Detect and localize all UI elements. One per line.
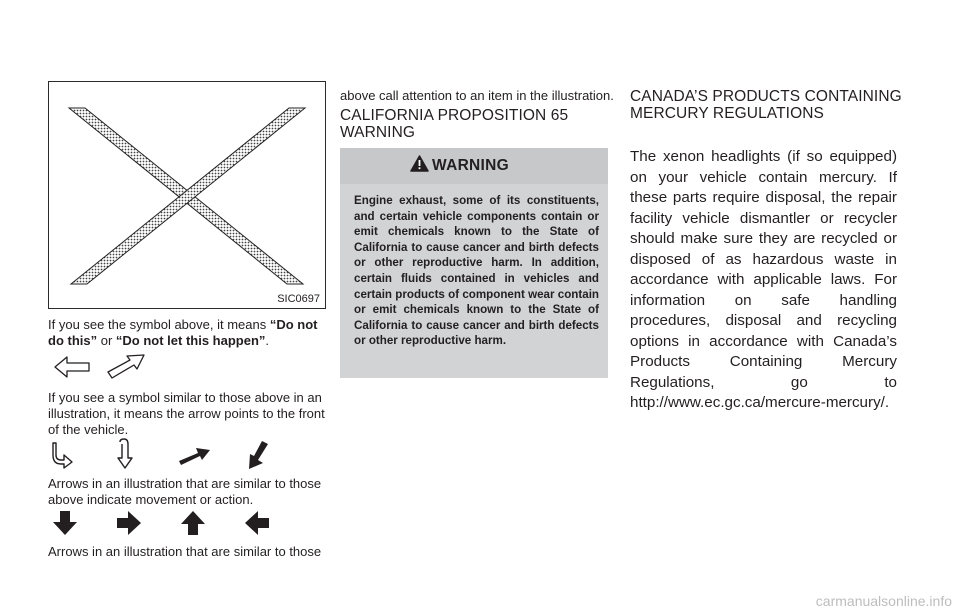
warning-box bbox=[340, 148, 608, 378]
warning-triangle-icon bbox=[410, 155, 429, 172]
front-arrow-left-outline-icon bbox=[52, 354, 92, 380]
solid-arrow-down-left-icon bbox=[246, 440, 270, 470]
canada-body: The xenon headlights (if so equipped) on your vehicle contain mercury. If these parts require disposal, the repair facility vehicle dismantler or recycler should make sure they are recycled or disposed of as hazardous waste in accordance with applicable laws. For information on safe handling procedures, disposal and recycling options in accordance with Canada’s Products Containing Mercury Regulations, go to http://www.ec.gc.ca/mercure-mercury/. bbox=[630, 148, 897, 411]
front-arrow-diagonal-outline-icon bbox=[104, 352, 148, 382]
symbol-text-middle: or bbox=[97, 333, 116, 348]
x-cross-icon bbox=[49, 82, 325, 308]
symbol-text-prefix: If you see the symbol above, it means bbox=[48, 317, 270, 332]
symbol-text-suffix: . bbox=[265, 333, 270, 348]
canada-heading: CANADA’S PRODUCTS CONTAINING MERCURY REGULATIONS bbox=[630, 88, 902, 122]
attention-paragraph-start: Arrows in an illustration that are similar to those bbox=[48, 544, 322, 559]
do-not-phrase: “Do not do this” bbox=[48, 317, 318, 348]
warning-body: Engine exhaust, some of its constituents, and certain vehicle components contain or emit chemicals known to the State of California to cause cancer and birth defects or other reproductive harm. In addition, certain fluids contained in vehicles and certain products of component wear contain or emit chemicals known to the State of California to cause cancer and birth defects or other reproductive harm. bbox=[354, 194, 599, 348]
solid-arrow-up-icon bbox=[180, 510, 206, 536]
front-arrows-paragraph: If you see a symbol similar to those above in an illustration, it means the arrow points to the front of the vehicle. bbox=[48, 390, 325, 437]
warning-title: WARNING bbox=[432, 157, 510, 174]
solid-arrow-diagonal-icon bbox=[178, 446, 212, 466]
movement-paragraph: Arrows in an illustration that are similar to those above indicate movement or action. bbox=[48, 476, 322, 507]
figure-id-label: SIC0697 bbox=[277, 293, 320, 305]
watermark: carmanualsonline.info bbox=[815, 593, 952, 609]
solid-arrow-left-icon bbox=[244, 510, 270, 536]
solid-arrow-down-icon bbox=[52, 510, 78, 536]
california-heading: CALIFORNIA PROPOSITION 65 WARNING bbox=[340, 107, 569, 141]
warning-header bbox=[340, 148, 608, 184]
symbol-meaning-paragraph bbox=[48, 317, 328, 349]
do-not-let-phrase: “Do not let this happen” bbox=[115, 333, 266, 348]
attention-paragraph-end: above call attention to an item in the illustration. bbox=[340, 88, 614, 103]
do-not-symbol-figure bbox=[48, 81, 326, 309]
curved-arrow-u-turn-icon bbox=[114, 438, 136, 470]
curved-arrow-down-right-icon bbox=[52, 441, 74, 469]
solid-arrow-right-icon bbox=[116, 510, 142, 536]
